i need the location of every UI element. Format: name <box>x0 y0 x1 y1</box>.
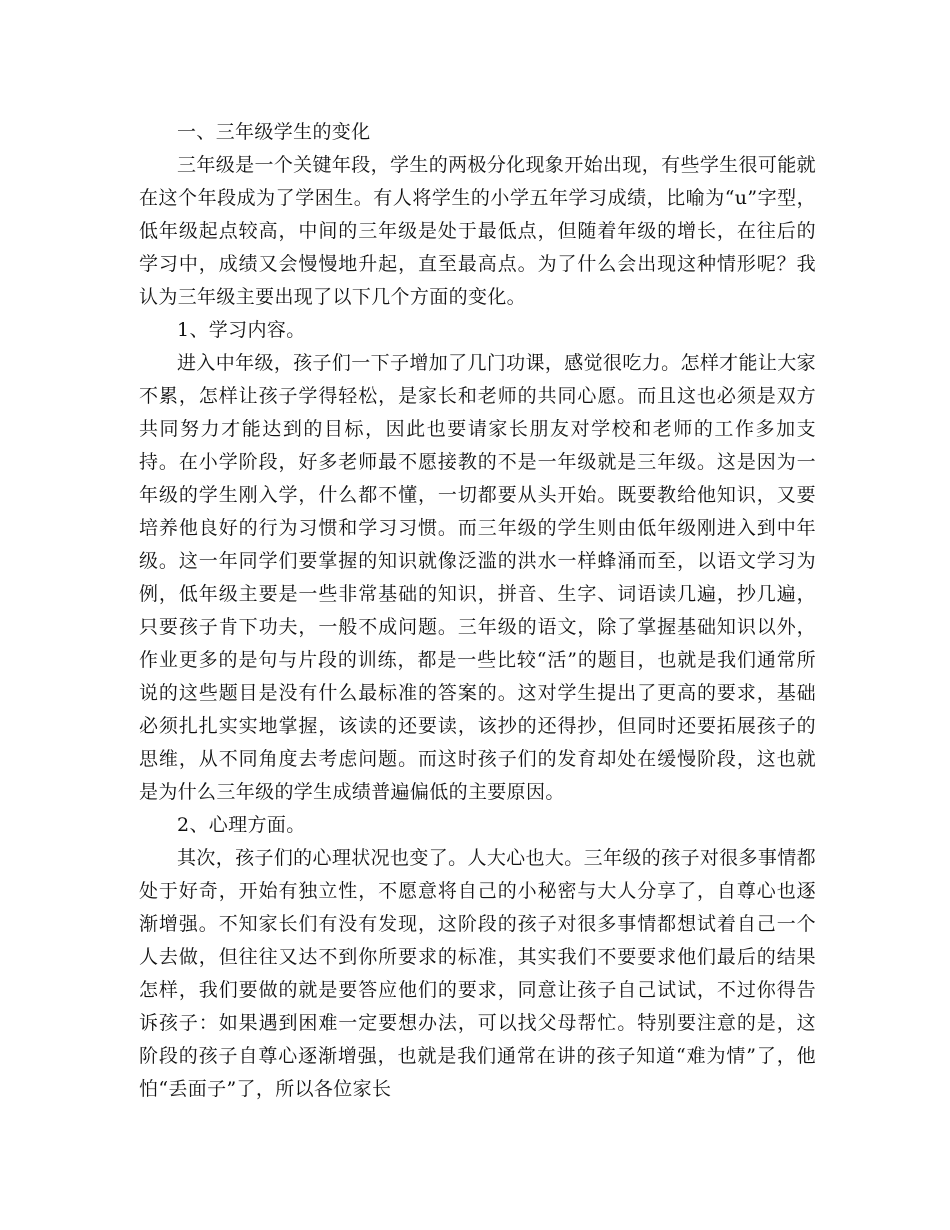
subsection-heading: 1、学习内容。 <box>177 319 306 341</box>
subsection-heading: 2、心理方面。 <box>177 814 306 836</box>
document-body <box>139 116 816 1106</box>
body-paragraph: 进入中年级，孩子们一下子增加了几门功课，感觉很吃力。怎样才能让大家不累，怎样让孩子学得轻松，是家长和老师的共同心愿。而且这也必须是双方共同努力才能达到的目标，因此也要请家长朋友对学校和老师的工作多加支持。在小学阶段，好多老师最不愿接教的不是一年级就是三年级。这是因为一年级的学生刚入学，什么都不懂，一切都要从头开始。既要教给他知识，又要培养他良好的行为习惯和学习习惯。而三年级的学生则由低年级刚进入到中年级。这一年同学们要掌握的知识就像泛滥的洪水一样蜂涌而至，以语文学习为例，低年级主要是一些非常基础的知识，拼音、生字、词语读几遍，抄几遍，只要孩子肯下功夫，一般不成问题。三年级的语文，除了掌握基础知识以外，作业更多的是句与片段的训练，都是一些比较“活”的题目，也就是我们通常所说的这些题目是没有什么最标准的答案的。这对学生提出了更高的要求，基础必须扎扎实实地掌握，该读的还要读，该抄的还得抄，但同时还要拓展孩子的思维，从不同角度去考虑问题。而这时孩子们的发育却处在缓慢阶段，这也就是为什么三年级的学生成绩普遍偏低的主要原因。 <box>139 352 816 803</box>
body-paragraph: 其次，孩子们的心理状况也变了。人大心也大。三年级的孩子对很多事情都处于好奇，开始有独立性，不愿意将自己的小秘密与大人分享了，自尊心也逐渐增强。不知家长们有没有发现，这阶段的孩子对很多事情都想试着自己一个人去做，但往往又达不到你所要求的标准，其实我们不要要求他们最后的结果怎样，我们要做的就是要答应他们的要求，同意让孩子自己试试，不过你得告诉孩子：如果遇到困难一定要想办法，可以找父母帮忙。特别要注意的是，这阶段的孩子自尊心逐渐增强，也就是我们通常在讲的孩子知道“难为情”了，他怕“丢面子”了，所以各位家长 <box>139 847 816 1100</box>
body-paragraph: 三年级是一个关键年段，学生的两极分化现象开始出现，有些学生很可能就在这个年段成为了学困生。有人将学生的小学五年学习成绩，比喻为“u”字型，低年级起点较高，中间的三年级是处于最低点，但随着年级的增长，在往后的学习中，成绩又会慢慢地升起，直至最高点。为了什么会出现这种情形呢？我认为三年级主要出现了以下几个方面的变化。 <box>139 154 816 308</box>
section-heading: 一、三年级学生的变化 <box>177 121 371 143</box>
